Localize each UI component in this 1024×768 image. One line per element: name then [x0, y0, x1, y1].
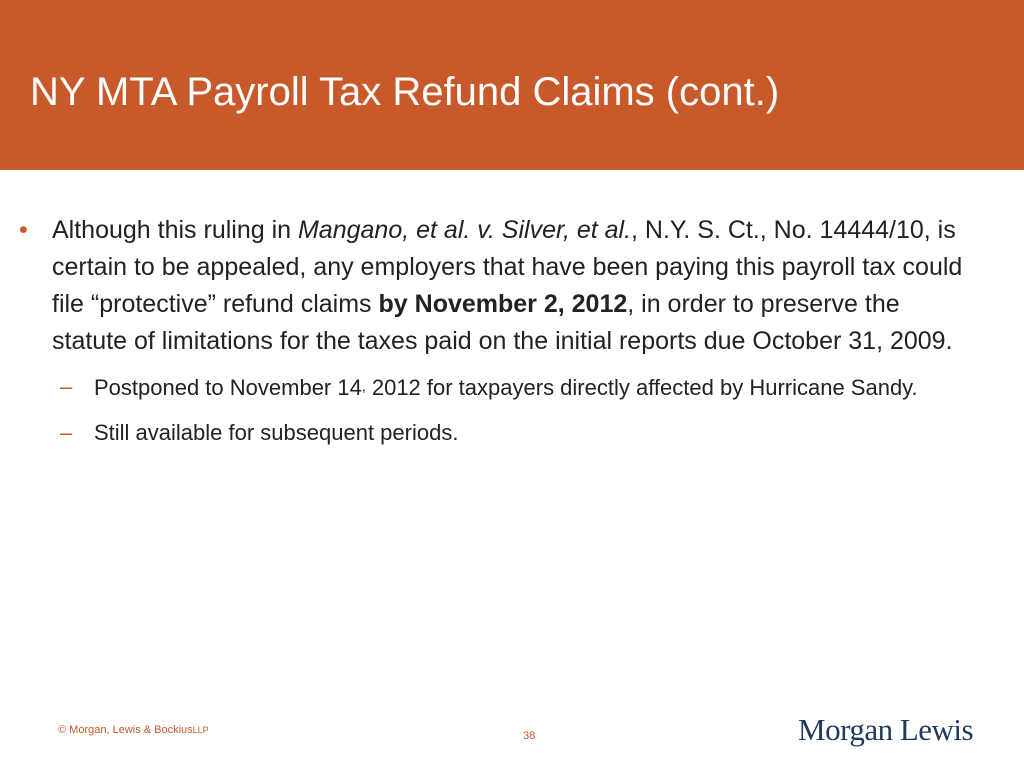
- case-name: Mangano, et al. v. Silver, et al.: [297, 216, 632, 244]
- sub-bullet-1-text-b: 2012 for taxpayers directly affected by Hurricane Sandy.: [365, 375, 918, 400]
- superscript-comma: ,: [361, 378, 366, 394]
- sub-bullet-marker: –: [60, 420, 73, 445]
- bullet-text-part-3: , in order to preserve the statute of limitations for the taxes paid on the initial reports due October 31, 2009.: [52, 290, 953, 355]
- bullet-marker: •: [19, 216, 28, 244]
- slide-content: [0, 212, 1024, 449]
- bullet-text-part-2: , N.Y. S. Ct., No. 14444/10, is certain to be appealed, any employers that have been paying this payroll tax could file “protective” refund claims: [52, 216, 963, 318]
- page-number: 38: [523, 730, 536, 742]
- title-band: [0, 0, 1024, 170]
- sub-bullet-subsequent: [0, 416, 954, 449]
- slide-title: NY MTA Payroll Tax Refund Claims (cont.): [30, 70, 780, 114]
- sub-bullet-postponed: [0, 370, 954, 404]
- copyright-llp: LLP: [192, 725, 209, 735]
- sub-bullet-2-text: Still available for subsequent periods.: [94, 420, 459, 445]
- sub-bullet-marker: –: [60, 374, 73, 399]
- footer-copyright: [58, 724, 209, 736]
- bullet-text-part-1: Although this ruling in: [52, 216, 298, 244]
- main-bullet: [0, 212, 972, 360]
- copyright-text: © Morgan, Lewis & Bockius: [58, 724, 193, 736]
- sub-bullet-1-text-a: Postponed to November 14: [94, 375, 362, 400]
- deadline-text: by November 2, 2012: [378, 290, 628, 318]
- company-logo: Morgan Lewis: [798, 712, 974, 747]
